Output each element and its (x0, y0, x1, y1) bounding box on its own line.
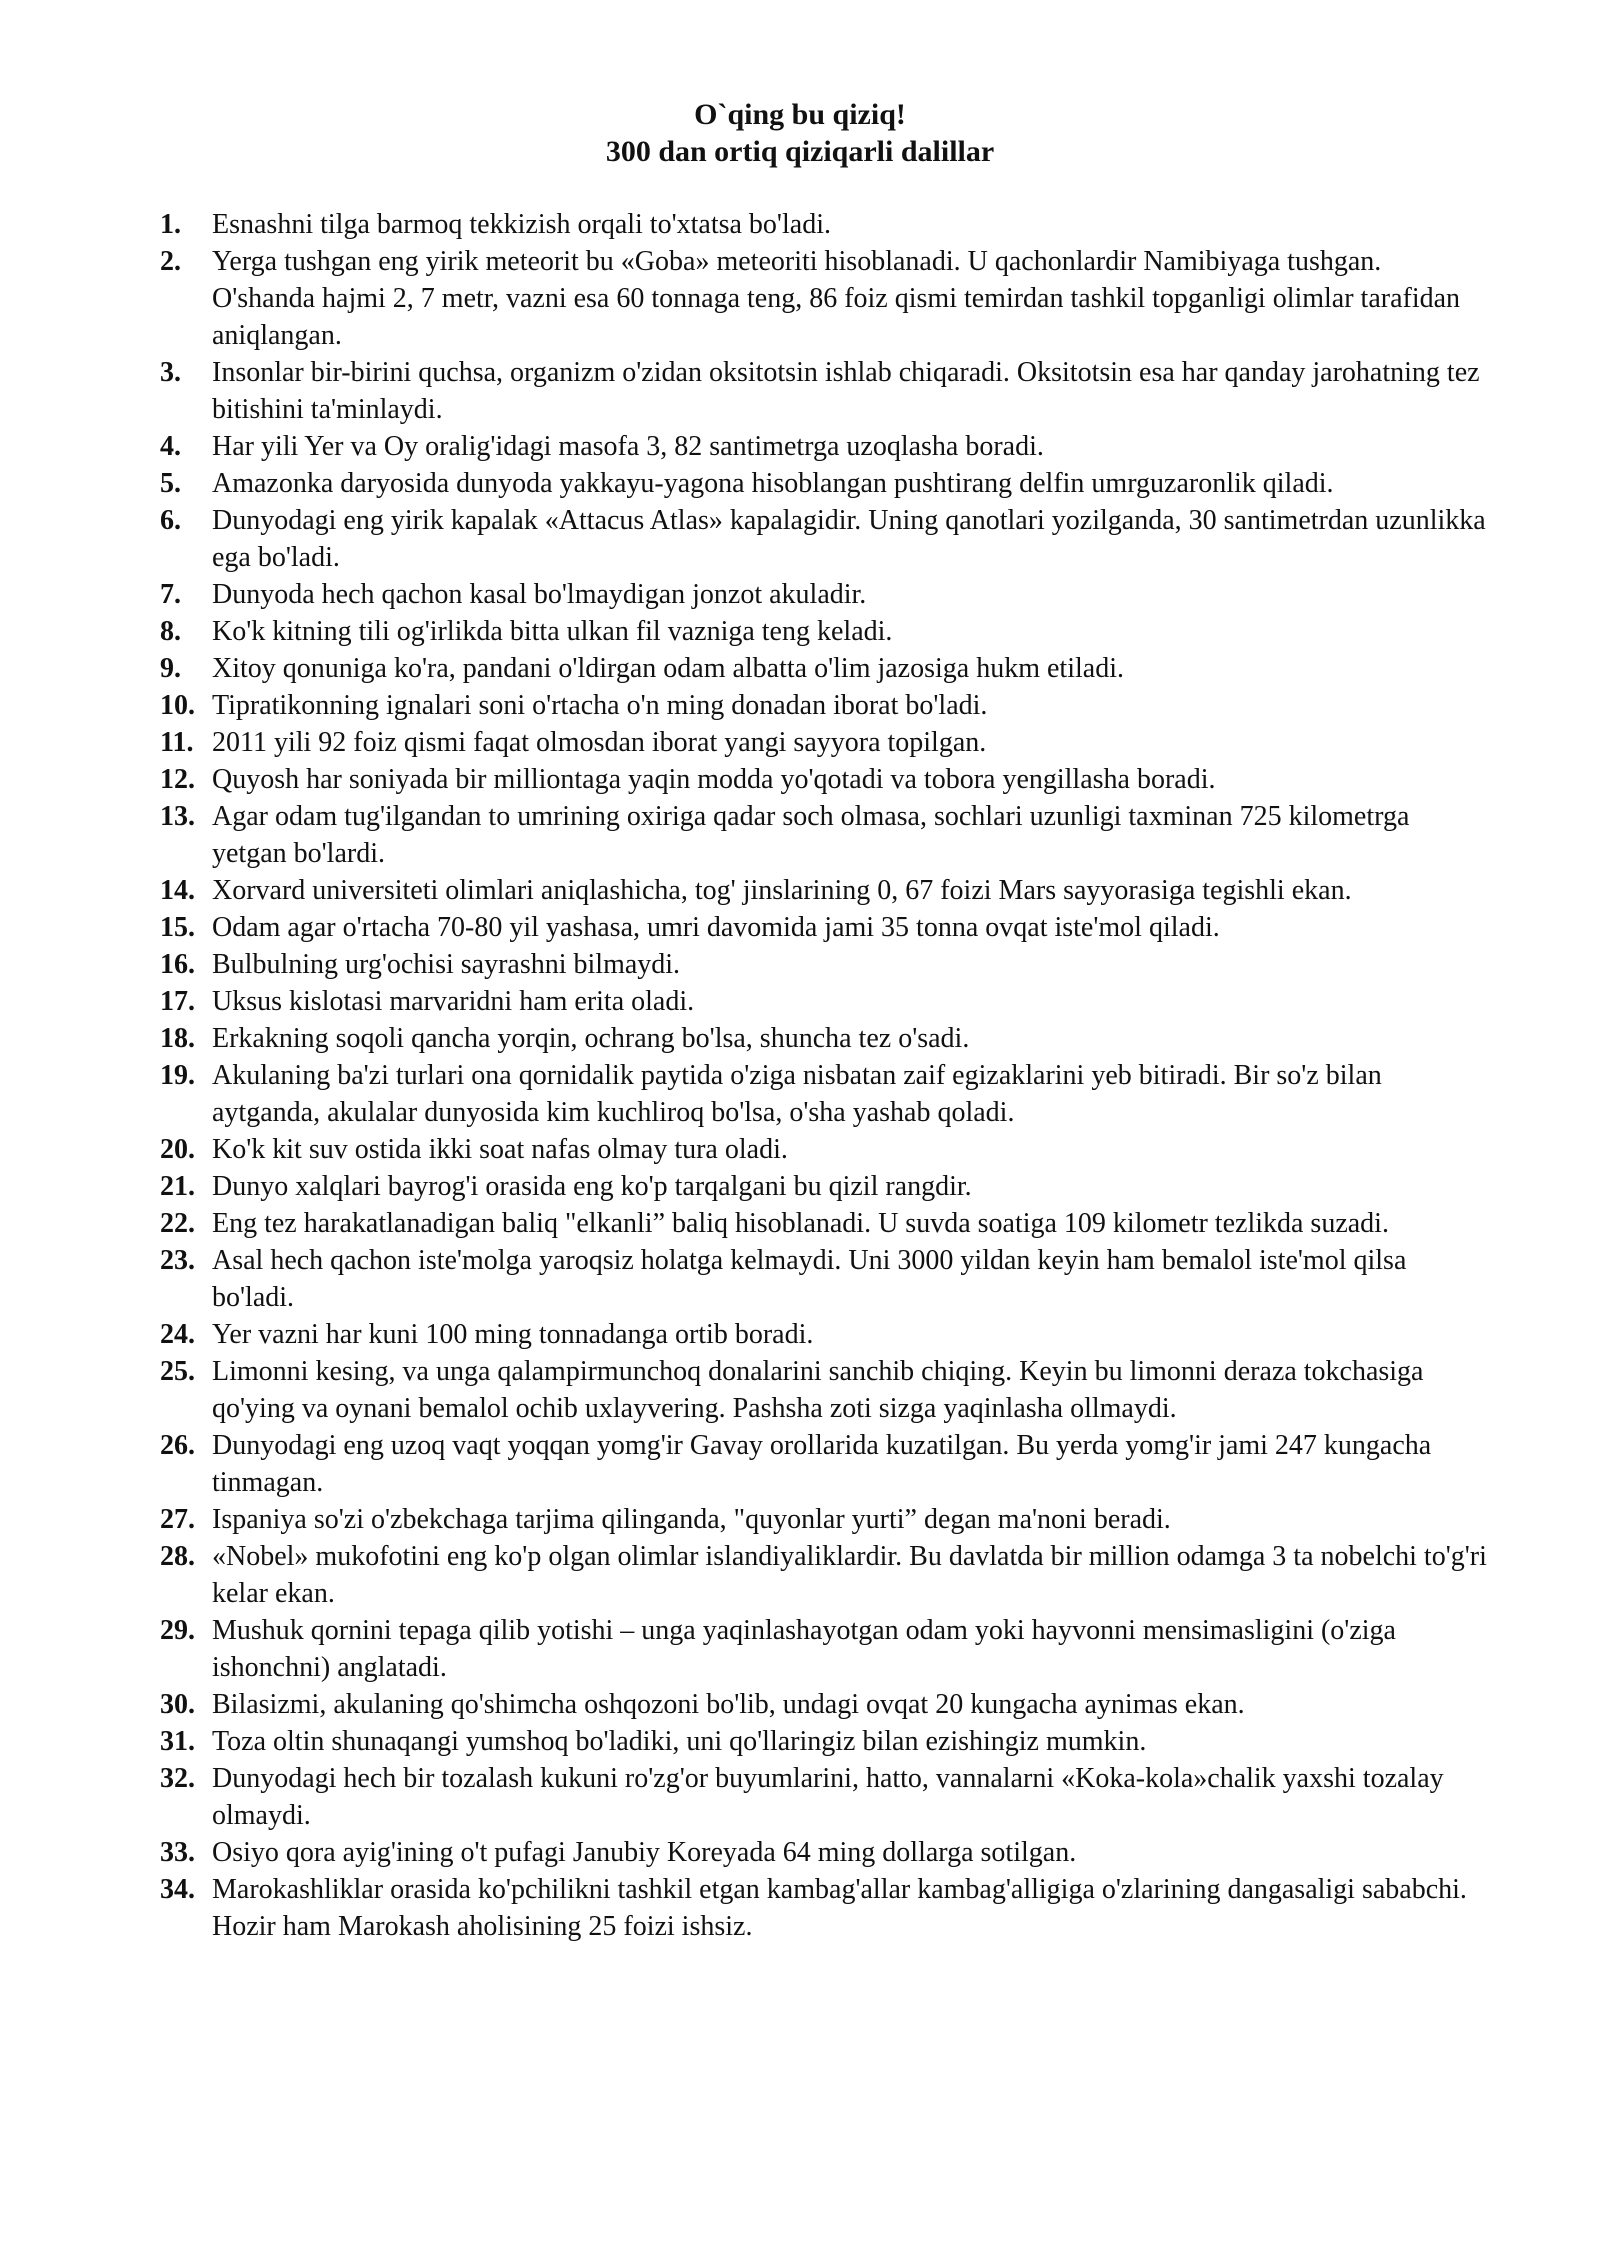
fact-item (160, 502, 1490, 576)
fact-item (160, 1057, 1490, 1131)
fact-number: 26. (160, 1430, 195, 1461)
fact-number: 1. (160, 209, 181, 240)
fact-number: 19. (160, 1060, 195, 1091)
fact-item (160, 206, 1490, 243)
fact-item (160, 243, 1490, 354)
fact-item (160, 613, 1490, 650)
fact-text: Uksus kislotasi marvaridni ham erita oladi. (212, 986, 695, 1017)
fact-text: Xitoy qonuniga ko'ra, pandani o'ldirgan odam albatta o'lim jazosiga hukm etiladi. (212, 653, 1124, 684)
document-header (0, 96, 1600, 170)
fact-number: 33. (160, 1837, 195, 1868)
fact-text: Agar odam tug'ilgandan to umrining oxiriga qadar soch olmasa, sochlari uzunligi taxminan 725 kilometrga yetgan bo'lardi. (212, 801, 1410, 869)
fact-number: 10. (160, 690, 195, 721)
fact-item (160, 1242, 1490, 1316)
fact-number: 31. (160, 1726, 195, 1757)
fact-item (160, 872, 1490, 909)
fact-number: 15. (160, 912, 195, 943)
fact-number: 23. (160, 1245, 195, 1276)
fact-text: Dunyoda hech qachon kasal bo'lmaydigan jonzot akuladir. (212, 579, 867, 610)
fact-item (160, 428, 1490, 465)
fact-number: 8. (160, 616, 181, 647)
fact-number: 7. (160, 579, 181, 610)
fact-item (160, 687, 1490, 724)
fact-number: 14. (160, 875, 195, 906)
fact-item (160, 946, 1490, 983)
fact-text: Insonlar bir-birini quchsa, organizm o'zidan oksitotsin ishlab chiqaradi. Oksitotsin esa har qanday jarohatning tez bitishini ta'minlaydi. (212, 357, 1480, 425)
fact-text: Toza oltin shunaqangi yumshoq bo'ladiki, uni qo'llaringiz bilan ezishingiz mumkin. (212, 1726, 1147, 1757)
fact-text: Ispaniya so'zi o'zbekchaga tarjima qilinganda, "quyonlar yurti” degan ma'noni beradi. (212, 1504, 1171, 1535)
fact-item (160, 1723, 1490, 1760)
fact-number: 17. (160, 986, 195, 1017)
fact-text: Yer vazni har kuni 100 ming tonnadanga ortib boradi. (212, 1319, 814, 1350)
fact-number: 24. (160, 1319, 195, 1350)
fact-item (160, 650, 1490, 687)
fact-text: Yerga tushgan eng yirik meteorit bu «Goba» meteoriti hisoblanadi. U qachonlardir Namibiyaga tushgan. O'shanda hajmi 2, 7 metr, vazni esa 60 tonnaga teng, 86 foiz qismi temirdan tashkil topganligi olimlar tarafidan aniqlangan. (212, 246, 1461, 351)
fact-number: 4. (160, 431, 181, 462)
fact-number: 5. (160, 468, 181, 499)
fact-text: Quyosh har soniyada bir milliontaga yaqin modda yo'qotadi va tobora yengillasha boradi. (212, 764, 1216, 795)
fact-text: Asal hech qachon iste'molga yaroqsiz holatga kelmaydi. Uni 3000 yildan keyin ham bemalol iste'mol qilsa bo'ladi. (212, 1245, 1407, 1313)
fact-number: 2. (160, 246, 181, 277)
fact-number: 3. (160, 357, 181, 388)
fact-text: Esnashni tilga barmoq tekkizish orqali to'xtatsa bo'ladi. (212, 209, 831, 240)
fact-item (160, 1316, 1490, 1353)
fact-number: 29. (160, 1615, 195, 1646)
fact-number: 30. (160, 1689, 195, 1720)
fact-text: 2011 yili 92 foiz qismi faqat olmosdan iborat yangi sayyora topilgan. (212, 727, 987, 758)
fact-item (160, 576, 1490, 613)
fact-text: Ko'k kit suv ostida ikki soat nafas olmay tura oladi. (212, 1134, 788, 1165)
fact-number: 12. (160, 764, 195, 795)
fact-item (160, 1871, 1490, 1945)
fact-text: Bilasizmi, akulaning qo'shimcha oshqozoni bo'lib, undagi ovqat 20 kungacha aynimas ekan. (212, 1689, 1245, 1720)
fact-text: Mushuk qornini tepaga qilib yotishi – unga yaqinlashayotgan odam yoki hayvonni mensimasligini (o'ziga ishonchni) anglatadi. (212, 1615, 1396, 1683)
fact-text: Amazonka daryosida dunyoda yakkayu-yagona hisoblangan pushtirang delfin umrguzaronlik qiladi. (212, 468, 1334, 499)
fact-item (160, 1131, 1490, 1168)
fact-number: 27. (160, 1504, 195, 1535)
fact-text: Dunyo xalqlari bayrog'i orasida eng ko'p tarqalgani bu qizil rangdir. (212, 1171, 972, 1202)
fact-text: Erkakning soqoli qancha yorqin, ochrang bo'lsa, shuncha tez o'sadi. (212, 1023, 970, 1054)
fact-number: 9. (160, 653, 181, 684)
fact-item (160, 1760, 1490, 1834)
fact-text: Osiyo qora ayig'ining o't pufagi Janubiy Koreyada 64 ming dollarga sotilgan. (212, 1837, 1077, 1868)
fact-text: Har yili Yer va Oy oralig'idagi masofa 3, 82 santimetrga uzoqlasha boradi. (212, 431, 1044, 462)
fact-item (160, 1538, 1490, 1612)
fact-text: Bulbulning urg'ochisi sayrashni bilmaydi. (212, 949, 681, 980)
fact-number: 21. (160, 1171, 195, 1202)
fact-item (160, 1686, 1490, 1723)
fact-number: 18. (160, 1023, 195, 1054)
fact-item (160, 1353, 1490, 1427)
fact-item (160, 1168, 1490, 1205)
fact-number: 28. (160, 1541, 195, 1572)
fact-item (160, 465, 1490, 502)
fact-text: Dunyodagi hech bir tozalash kukuni ro'zg'or buyumlarini, hatto, vannalarni «Koka-kola»chalik yaxshi tozalay olmaydi. (212, 1763, 1444, 1831)
fact-item (160, 798, 1490, 872)
fact-text: Eng tez harakatlanadigan baliq "elkanli” baliq hisoblanadi. U suvda soatiga 109 kilometr tezlikda suzadi. (212, 1208, 1389, 1239)
fact-text: Dunyodagi eng yirik kapalak «Attacus Atlas» kapalagidir. Uning qanotlari yozilganda, 30 santimetrdan uzunlikka ega bo'ladi. (212, 505, 1486, 573)
fact-item (160, 1020, 1490, 1057)
fact-number: 34. (160, 1874, 195, 1905)
fact-item (160, 1427, 1490, 1501)
fact-text: Tipratikonning ignalari soni o'rtacha o'n ming donadan iborat bo'ladi. (212, 690, 988, 721)
fact-number: 16. (160, 949, 195, 980)
fact-text: Dunyodagi eng uzoq vaqt yoqqan yomg'ir Gavay orollarida kuzatilgan. Bu yerda yomg'ir jami 247 kungacha tinmagan. (212, 1430, 1432, 1498)
document-subtitle: 300 dan ortiq qiziqarli dalillar (605, 135, 995, 168)
fact-item (160, 354, 1490, 428)
fact-item (160, 724, 1490, 761)
fact-text: Xorvard universiteti olimlari aniqlashicha, tog' jinslarining 0, 67 foizi Mars sayyorasiga tegishli ekan. (212, 875, 1352, 906)
fact-number: 20. (160, 1134, 195, 1165)
document-title: O`qing bu qiziq! (694, 98, 906, 131)
fact-text: Akulaning ba'zi turlari ona qornidalik paytida o'ziga nisbatan zaif egizaklarini yeb bitiradi. Bir so'z bilan aytganda, akulalar dunyosida kim kuchliroq bo'lsa, o'sha yashab qoladi. (212, 1060, 1382, 1128)
fact-number: 6. (160, 505, 181, 536)
fact-text: Limonni kesing, va unga qalampirmunchoq donalarini sanchib chiqing. Keyin bu limonni deraza tokchasiga qo'ying va oynani bemalol ochib uxlayvering. Pashsha zoti sizga yaqinlasha ollmaydi. (212, 1356, 1424, 1424)
fact-item (160, 983, 1490, 1020)
fact-number: 11. (160, 727, 194, 758)
fact-number: 13. (160, 801, 195, 832)
fact-number: 22. (160, 1208, 195, 1239)
fact-text: Odam agar o'rtacha 70-80 yil yashasa, umri davomida jami 35 tonna ovqat iste'mol qiladi. (212, 912, 1220, 943)
fact-item (160, 761, 1490, 798)
fact-item (160, 1501, 1490, 1538)
fact-text: «Nobel» mukofotini eng ko'p olgan olimlar islandiyaliklardir. Bu davlatda bir million odamga 3 ta nobelchi to'g'ri kelar ekan. (212, 1541, 1487, 1609)
fact-number: 25. (160, 1356, 195, 1387)
fact-text: Ko'k kitning tili og'irlikda bitta ulkan fil vazniga teng keladi. (212, 616, 893, 647)
fact-item (160, 1205, 1490, 1242)
facts-list (160, 206, 1490, 1945)
fact-item (160, 1834, 1490, 1871)
fact-text: Marokashliklar orasida ko'pchilikni tashkil etgan kambag'allar kambag'alligiga o'zlarining dangasaligi sababchi. Hozir ham Marokash aholisining 25 foizi ishsiz. (212, 1874, 1467, 1942)
fact-number: 32. (160, 1763, 195, 1794)
fact-item (160, 909, 1490, 946)
fact-item (160, 1612, 1490, 1686)
